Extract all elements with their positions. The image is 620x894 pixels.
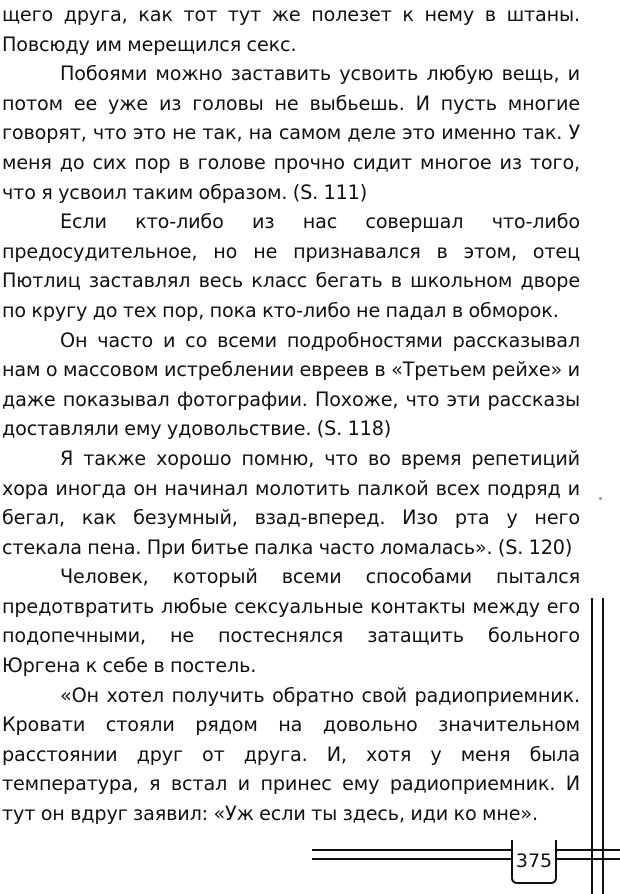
- scan-speck: [599, 497, 602, 500]
- body-text: [2, 0, 580, 829]
- page-number-box: [511, 840, 557, 884]
- paragraph-6: Человек, который всеми способами пытался предотвратить любые сексуальные контакты между его подопечными, не постеснялся затащить больного Юргена к себе в постель.: [2, 565, 580, 678]
- footer-rule-top: [312, 849, 620, 851]
- paragraph-7: «Он хотел получить обратно свой радиоприемник. Кровати стояли рядом на довольно значительном расстоянии друг от друга. И, хотя у меня была температура, я встал и принес ему радиоприемник. И тут он вдруг заявил: «Уж если ты здесь, иди ко мне».: [2, 683, 580, 826]
- paragraph-3: Если кто-либо из нас совершал что-либо предосудительное, но не признавался в этом, отец Пютлиц заставлял весь класс бегать в школьном дворе по кругу до тех пор, пока кто-либо не падал в обморок.: [2, 210, 580, 322]
- paragraph-2: Побоями можно заставить усвоить любую вещь, и потом ее уже из головы не выбьешь. И пусть многие говорят, что это не так, на самом деле это именно так. У меня до сих пор в голове прочно сидит многое из того, что я усвоил таким образом. (S. 111): [2, 62, 580, 204]
- paragraph-4: Он часто и со всеми подробностями рассказывал нам о массовом истреблении евреев в «Третьем рейхе» и даже показывал фотографии. Похоже, что эти рассказы доставляли ему удовольствие. (S. 118): [2, 328, 580, 441]
- footer-rule-bottom: [312, 858, 620, 860]
- paragraph-5: Я также хорошо помню, что во время репетиций хора иногда он начинал молотить палкой всех подряд и бегал, как безумный, взад-вперед. Изо рта у него стекала пена. При битье палка часто ломалась». (S. 120): [2, 446, 580, 559]
- paragraph-1: щего друга, как тот тут же полезет к нему в штаны. Повсюду им мерещился секс.: [2, 3, 580, 56]
- page-number: 375: [515, 850, 553, 872]
